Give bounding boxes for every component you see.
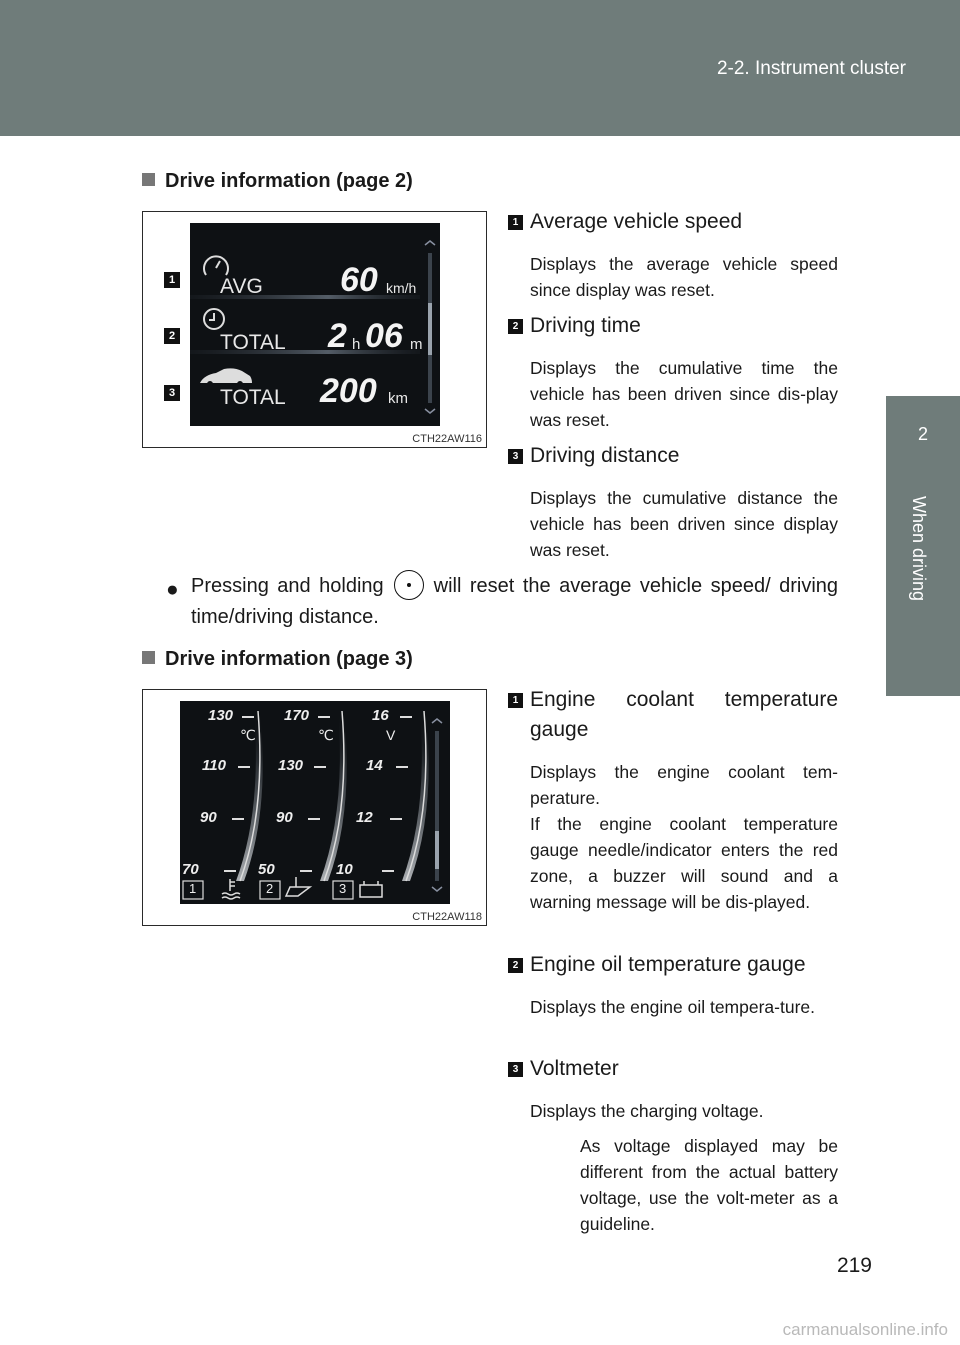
heading-drive-info-page3 (142, 648, 413, 671)
item-title: Driving time (530, 314, 641, 337)
figure-drive-info-page3 (142, 689, 487, 926)
battery-icon (360, 881, 382, 897)
select-button-icon (394, 570, 424, 600)
gauge1-tick-top: 130 (208, 707, 234, 724)
display-screen (190, 223, 440, 426)
oil-temp-icon (286, 877, 310, 896)
heading-text: Drive information (page 3) (165, 648, 413, 670)
item-description: Displays the average vehicle speed since display was reset. (530, 254, 838, 300)
chapter-number: 2 (917, 424, 928, 444)
gauge1-tick-3: 90 (200, 809, 217, 826)
heading-text: Drive information (page 2) (165, 170, 413, 192)
gauge2-tick-2: 130 (278, 757, 304, 774)
section-title: 2-2. Instrument cluster (716, 58, 906, 79)
speedometer-icon (204, 256, 228, 275)
car-icon (200, 368, 252, 387)
watermark: carmanualsonline.info (782, 1320, 948, 1339)
item-marker: 3 (508, 449, 523, 464)
row-time-label: TOTAL (220, 331, 286, 354)
reset-instruction (166, 570, 838, 633)
voltage-note: As voltage displayed may be different from the actual battery voltage, use the volt-meter as a guideline. (580, 1136, 838, 1234)
gauge2-callout: 2 (266, 881, 274, 896)
item-title: Engine oil temperature gauge (530, 953, 806, 976)
gauge3-tick-2: 14 (366, 757, 383, 774)
gauge3-callout: 3 (339, 881, 347, 896)
item-coolant-gauge (508, 685, 838, 915)
row-time-minutes: 06 (365, 317, 403, 355)
item-title: Average vehicle speed (530, 210, 743, 233)
page-number: 219 (836, 1254, 872, 1277)
item-description-warning: If the engine coolant temperature gauge needle/indicator enters the red zone, a buzzer will sound and a warning message will be dis-played. (530, 814, 838, 912)
gauge2-tick-top: 170 (284, 707, 310, 724)
bullet-dot-icon: ● (166, 578, 179, 601)
row-avg-label: AVG (220, 275, 263, 298)
gauge1-tick-bottom: 70 (182, 861, 199, 878)
gauge3-tick-bottom: 10 (336, 861, 353, 878)
gauge1-callout: 1 (189, 881, 197, 896)
row-time-hours: 2 (328, 317, 347, 355)
gauge-screen (180, 701, 450, 904)
bullet-text-before: Pressing and holding (191, 575, 384, 597)
item-description: Displays the charging voltage. (530, 1101, 764, 1121)
item-title-line1: Engine coolant temperature (530, 688, 838, 711)
item-marker: 2 (508, 319, 523, 334)
row-time-hours-unit: h (352, 336, 361, 353)
row-distance-unit: km (388, 390, 408, 407)
row-distance-value: 200 (320, 372, 377, 410)
gauge1-tick-2: 110 (202, 757, 226, 774)
item-description: Displays the engine coolant tem-perature. (530, 762, 838, 808)
item-title-line2: gauge (530, 718, 589, 741)
gauge3-tick-3: 12 (356, 809, 373, 826)
item-voltmeter (508, 1054, 838, 1124)
clock-icon (204, 309, 224, 329)
row-avg-value: 60 (340, 261, 378, 299)
gauge3-unit: V (386, 727, 396, 743)
gauge1-unit: ℃ (240, 727, 256, 743)
item-marker: 2 (508, 958, 523, 973)
gauge2-unit: ℃ (318, 727, 334, 743)
chapter-tab (886, 396, 960, 696)
item-marker: 1 (508, 215, 523, 230)
gauge2-tick-3: 90 (276, 809, 293, 826)
gauge3-tick-top: 16 (372, 707, 389, 724)
row-time-minutes-unit: m (410, 336, 423, 353)
bullet-text-after: will reset the average vehicle speed/ driving time/driving distance. (191, 575, 839, 628)
item-title: Driving distance (530, 444, 680, 467)
figure-callout-3: 3 (164, 385, 180, 401)
item-driving-distance (508, 441, 838, 563)
item-average-speed (508, 207, 838, 303)
figure-callout-2: 2 (164, 328, 180, 344)
item-driving-time (508, 311, 838, 433)
chapter-label: When driving (909, 496, 929, 602)
item-oil-gauge (508, 950, 838, 1020)
row-avg-unit: km/h (386, 280, 417, 296)
item-description: Displays the cumulative distance the vehicle has been driven since display was reset. (530, 488, 838, 560)
figure-drive-info-page2 (142, 211, 487, 448)
row-distance-label: TOTAL (220, 386, 286, 409)
item-marker: 1 (508, 693, 523, 708)
gauge-graphics (180, 701, 450, 904)
figure-callout-1: 1 (164, 272, 180, 288)
heading-square-icon (142, 173, 155, 186)
figure-code: CTH22AW118 (412, 911, 482, 923)
item-title: Voltmeter (530, 1057, 619, 1080)
item-description: Displays the engine oil tempera-ture. (530, 997, 816, 1017)
figure-code: CTH22AW116 (412, 433, 482, 445)
header-band (0, 0, 960, 136)
heading-drive-info-page2 (142, 170, 413, 193)
coolant-temp-icon (222, 879, 240, 899)
item-marker: 3 (508, 1062, 523, 1077)
heading-square-icon (142, 651, 155, 664)
item-description: Displays the cumulative time the vehicle has been driven since dis-play was reset. (530, 358, 838, 430)
gauge2-tick-bottom: 50 (258, 861, 275, 878)
